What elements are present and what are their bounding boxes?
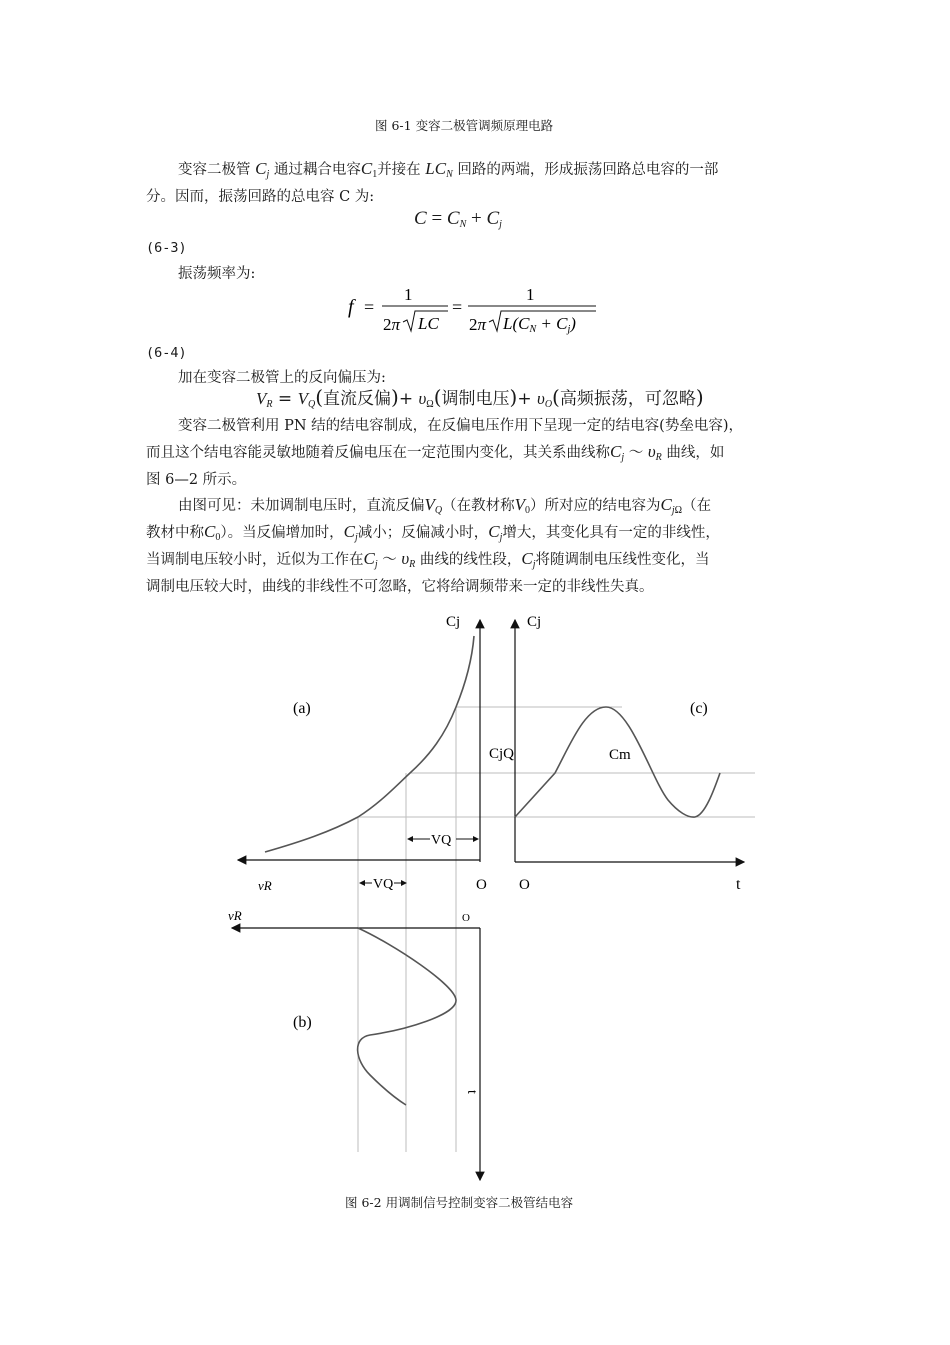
equation-total-capacitance: $C = C_N + C_j$ [414, 208, 502, 230]
paragraph-3-line-4: 调制电压较大时，曲线的非线性不可忽略，它将给调频带来一定的非线性失真。 [146, 579, 654, 595]
vr-time-curve [358, 928, 456, 1105]
paragraph-3-line-1: 由图可见：未加调制电压时，直流反偏$V_Q$（在教材称$V_0$）所对应的结电容为$C_{j\Omega}$（在 [178, 495, 712, 516]
svg-text:2π: 2π [469, 315, 487, 334]
origin-right: O [519, 877, 530, 893]
label-a: (a) [293, 700, 311, 717]
cj-vr-curve [265, 636, 474, 852]
cm-label: Cm [609, 747, 631, 763]
sym-cj: $C_j$ [255, 159, 270, 180]
vq-upper: VQ [431, 833, 452, 848]
equation-frequency [340, 280, 620, 340]
svg-text:L(CN + Cj): L(CN + Cj) [503, 314, 576, 335]
guide-lines [358, 707, 755, 1152]
equation-bias: $V_R = V_Q$(直流反偏)+ $\upsilon_\Omega$(调制电压)+ $\upsilon_O$(高频振荡，可忽略) [256, 385, 704, 410]
t-bottom-label: t [464, 1090, 479, 1094]
vr-lower-label: vR [228, 908, 242, 923]
cj-left: Cj [446, 614, 461, 630]
vq-lower: VQ [373, 877, 394, 892]
svg-text:LC: LC [418, 314, 439, 333]
fig2-caption: 图 6-2 用调制信号控制变容二极管结电容 [345, 1195, 574, 1210]
paragraph-3-line-3: 当调制电压较小时，近似为工作在$C_j$ ～ $\upsilon_R$ 曲线的线性段，$C_j$将随调制电压线性变化，当 [146, 549, 710, 570]
svg-text:2π: 2π [383, 315, 401, 334]
eq-label-6-3: (6-3) [146, 240, 187, 256]
sym-c1: $C_1$ [360, 159, 378, 180]
svg-text:1: 1 [404, 285, 413, 304]
paragraph-1-line-1: 变容二极管 $C_j$ 通过耦合电容$C_1$并接在 $LC_N$ 回路的两端，形成振荡回路总电容的一部 [178, 159, 719, 180]
label-b: (b) [293, 1014, 312, 1031]
t-right-label: t [736, 876, 741, 893]
bias-intro: 加在变容二极管上的反向偏压为: [178, 370, 386, 386]
cj-right: Cj [527, 614, 542, 630]
fig1-caption: 图 6-1 变容二极管调频原理电路 [375, 118, 554, 133]
freq-intro: 振荡频率为: [178, 266, 256, 282]
vr-axis-label: vR [258, 878, 272, 893]
paragraph-2-line-1: 变容二极管利用 PN 结的结电容制成，在反偏电压作用下呈现一定的结电容(势垒电容)， [178, 418, 743, 434]
svg-text:=: = [452, 297, 463, 317]
paragraph-1-line-2: 分。因而，振荡回路的总电容 C 为: [146, 189, 375, 205]
sym-lcn: $LC_N$ [425, 159, 453, 180]
figure-6-2 [0, 600, 950, 1190]
origin-left: O [476, 877, 487, 893]
cjq-label: CjQ [489, 746, 515, 762]
svg-text:f: f [348, 296, 354, 318]
label-c: (c) [690, 700, 708, 717]
paragraph-3-line-2: 教材中称$C_0$）。当反偏增加时，$C_j$减小；反偏减小时，$C_j$增大，其变化具有一定的非线性， [146, 522, 720, 543]
eq-label-6-4: (6-4) [146, 345, 187, 361]
origin-small: O [462, 912, 470, 924]
svg-text:=: = [364, 297, 375, 317]
svg-text:1: 1 [526, 285, 535, 304]
paragraph-2-line-2: 而且这个结电容能灵敏地随着反偏电压在一定范围内变化，其关系曲线称$C_j$ ～ $\upsilon_R$ 曲线，如 [146, 442, 725, 463]
paragraph-2-line-3: 图 6—2 所示。 [146, 472, 247, 488]
